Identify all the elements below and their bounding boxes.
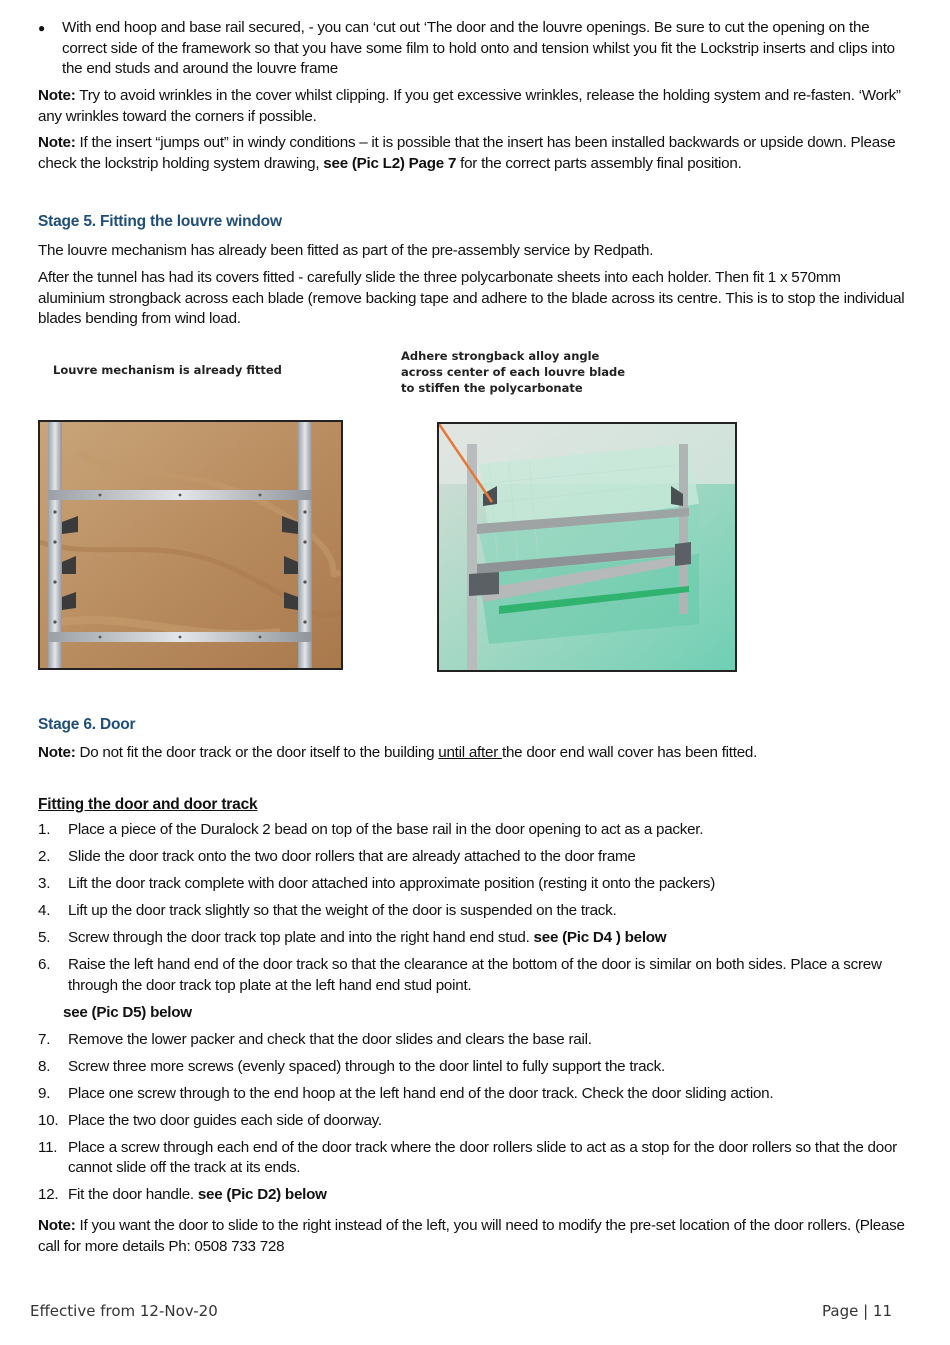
step-text: Fit the door handle.	[68, 1186, 198, 1203]
stage5-para2: After the tunnel has had its covers fitted - carefully slide the three polycarbonate sheets into each holder. Then fit 1 x 570mm aluminium strongback across each blade (remove backing tape and adhere to the blade across its centre. This is to stop the individual blades bending from wind load.	[38, 269, 905, 327]
step-item	[38, 1111, 898, 1132]
bullet-text: With end hoop and base rail secured, - you can ‘cut out ‘The door and the louvre openings. Be sure to cut the opening on the correct side of the framework so that you have some film to hold onto and tension whilst you fit the Lockstrip inserts and clips into the end studs and around the louvre frame	[62, 19, 895, 77]
note-text: If the insert “jumps out” in windy conditions – it is possible that the insert has been installed backwards or upside down. Please check the lockstrip holding system drawing,	[38, 134, 896, 172]
step-text: Place a piece of the Duralock 2 bead on top of the base rail in the door opening to act as a packer.	[68, 821, 704, 838]
step-item	[38, 847, 898, 868]
stage6-note	[38, 743, 908, 764]
note-label: Note:	[38, 87, 76, 104]
bullet-item	[38, 18, 908, 80]
step-item	[38, 1030, 898, 1051]
caption-strongback	[401, 348, 625, 396]
step-item	[38, 1185, 898, 1206]
step-item	[38, 928, 898, 949]
note-insert	[38, 133, 908, 174]
pic-reference-link[interactable]: see (Pic L2) Page 7	[323, 154, 457, 172]
note-tail: for the correct parts assembly final position.	[456, 154, 742, 172]
fitting-heading: Fitting the door and door track	[38, 796, 258, 813]
step-text: Remove the lower packer and check that the door slides and clears the base rail.	[68, 1030, 592, 1048]
step-number: 4.	[38, 902, 51, 919]
step-text: Raise the left hand end of the door track so that the clearance at the bottom of the door is similar on both sides. Place a screw through the door track top plate at the left hand end stud point.	[68, 956, 882, 994]
step-number: 1.	[38, 821, 51, 838]
step-text: Place a screw through each end of the door track where the door rollers slide to act as a stop for the door rollers so that the door cannot slide off the track at its ends.	[68, 1138, 897, 1176]
door-direction-note	[38, 1216, 908, 1257]
note-text: Try to avoid wrinkles in the cover whilst clipping. If you get excessive wrinkles, release the holding system and re-fasten. ‘Work” any wrinkles toward the corners if possible.	[38, 87, 901, 125]
step-text: Place the two door guides each side of doorway.	[68, 1111, 382, 1129]
step-item	[38, 874, 898, 895]
footer-page-number: Page | 11	[822, 1302, 892, 1320]
step-item	[38, 901, 898, 922]
caption-louvre-fitted: Louvre mechanism is already fitted	[53, 363, 282, 377]
step-item	[38, 1084, 898, 1105]
step-item	[38, 955, 898, 996]
step-number: 2.	[38, 848, 51, 865]
caption-line-3: to stiffen the polycarbonate	[401, 381, 583, 395]
step-number: 12.	[38, 1186, 59, 1203]
stage5-heading: Stage 5. Fitting the louvre window	[38, 213, 282, 230]
footer-effective-date: Effective from 12-Nov-20	[30, 1302, 218, 1320]
pic-reference-link[interactable]: see (Pic D2) below	[197, 1186, 327, 1203]
note-text-b: the door end wall cover has been fitted.	[501, 744, 758, 761]
louvre-polycarbonate-illustration	[439, 424, 735, 670]
louvre-mechanism-photo	[38, 420, 343, 670]
bullet-dot-icon: ●	[38, 21, 45, 35]
note-label: Note:	[38, 744, 76, 761]
louvre-mechanism-illustration	[40, 422, 341, 668]
step-number: 10.	[38, 1111, 59, 1129]
step-item	[38, 1138, 898, 1179]
louvre-polycarbonate-photo	[437, 422, 737, 672]
step-text: Screw through the door track top plate and into the right hand end stud.	[68, 929, 534, 946]
note-label: Note:	[38, 134, 76, 151]
caption-line-2: across center of each louvre blade	[401, 365, 626, 379]
step-text: Place one screw through to the end hoop at the left hand end of the door track. Check the door sliding action.	[68, 1084, 774, 1102]
step-number: 11.	[38, 1138, 58, 1156]
step-reference	[38, 1003, 898, 1024]
step-number: 5.	[38, 929, 51, 946]
step-number: 7.	[38, 1030, 51, 1048]
step-number: 6.	[38, 956, 51, 973]
step-number: 9.	[38, 1084, 51, 1102]
note-underlined: until after	[438, 744, 502, 761]
fitting-steps-list	[38, 820, 898, 1212]
step-number: 8.	[38, 1057, 51, 1075]
step-text: Slide the door track onto the two door rollers that are already attached to the door frame	[68, 848, 636, 865]
pic-reference-link[interactable]: see (Pic D4 ) below	[533, 929, 667, 946]
step-text: Lift up the door track slightly so that the weight of the door is suspended on the track.	[68, 902, 617, 919]
step-text: Screw three more screws (evenly spaced) through to the door lintel to fully support the track.	[68, 1057, 665, 1075]
step-item	[38, 1057, 898, 1078]
stage5-para1: The louvre mechanism has already been fitted as part of the pre-assembly service by Redpath.	[38, 242, 654, 259]
note-text: If you want the door to slide to the right instead of the left, you will need to modify the pre-set location of the door rollers. (Please call for more details Ph: 0508 733 728	[38, 1217, 905, 1255]
stage6-heading: Stage 6. Door	[38, 716, 136, 733]
pic-reference-link[interactable]: see (Pic D5) below	[63, 1003, 192, 1021]
step-text: Lift the door track complete with door attached into approximate position (resting it onto the packers)	[68, 875, 716, 892]
note-wrinkles	[38, 86, 908, 127]
note-label: Note:	[38, 1217, 76, 1234]
note-text-a: Do not fit the door track or the door itself to the building	[75, 744, 439, 761]
step-item	[38, 820, 898, 841]
caption-line-1: Adhere strongback alloy angle	[401, 349, 600, 363]
step-number: 3.	[38, 875, 51, 892]
